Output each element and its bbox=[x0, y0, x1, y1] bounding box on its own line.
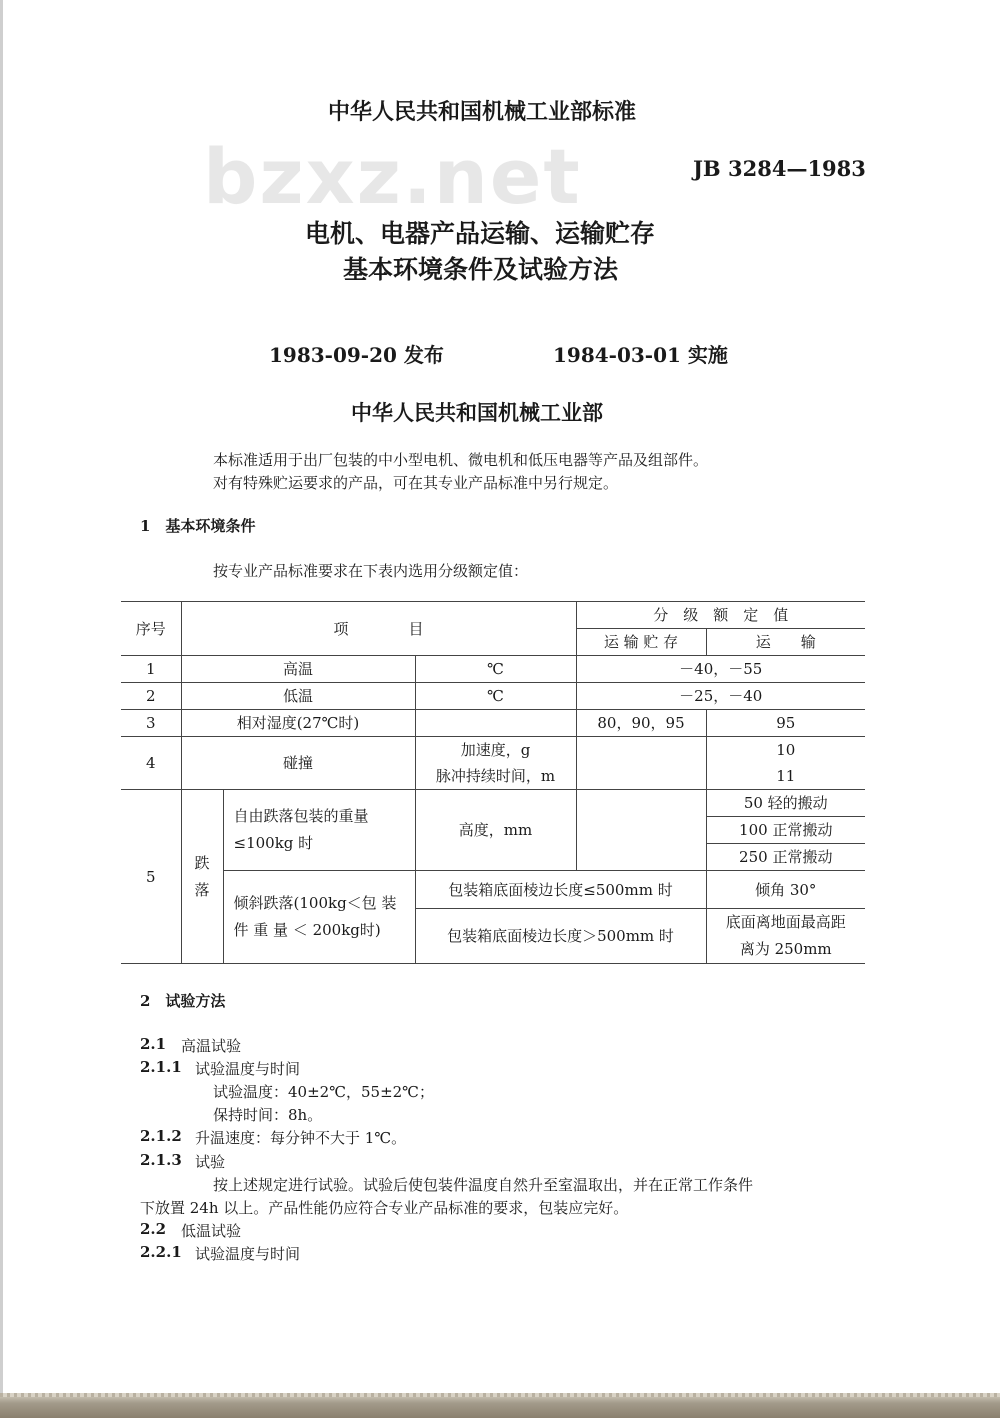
row-group-drop: 跌落 bbox=[181, 790, 223, 964]
row-free-drop: 自由跌落包装的重量≤100kg 时 bbox=[223, 790, 415, 871]
section-2-heading: 2 试验方法 bbox=[140, 992, 226, 1010]
header-storage: 运 输 贮 存 bbox=[576, 629, 706, 656]
clause-2-1-2-title: 升温速度：每分钟不大于 1℃。 bbox=[195, 1129, 407, 1147]
header-transport: 运 输 bbox=[706, 629, 865, 656]
row-height-unit: 高度，mm bbox=[415, 790, 576, 871]
table-row bbox=[121, 683, 865, 710]
org-standard-heading: 中华人民共和国机械工业部标准 bbox=[328, 100, 637, 125]
environment-conditions-table bbox=[121, 601, 865, 964]
header-grade: 分 级 额 定 值 bbox=[576, 602, 865, 629]
row-value: －40，－55 bbox=[576, 656, 865, 683]
clause-2-1-1-number: 2.1.1 bbox=[140, 1058, 182, 1076]
document-title-line2: 基本环境条件及试验方法 bbox=[343, 255, 619, 284]
row-seq: 4 bbox=[121, 737, 181, 790]
row-unit-acceleration: 加速度，g bbox=[415, 737, 576, 764]
header-item: 项 目 bbox=[181, 602, 576, 656]
row-item: 碰撞 bbox=[181, 737, 415, 790]
row-transport-acceleration: 10 bbox=[706, 737, 865, 764]
clause-2-1-3-paragraph-line2: 下放置 24h 以上。产品性能仍应符合专业产品标准的要求，包装应完好。 bbox=[140, 1199, 629, 1217]
clause-2-2-1-number: 2.2.1 bbox=[140, 1243, 182, 1261]
table-row bbox=[121, 737, 865, 764]
standard-code: JB 3284—1983 bbox=[693, 156, 866, 181]
row-drop-light: 50 轻的搬动 bbox=[706, 790, 865, 817]
row-unit: ℃ bbox=[415, 656, 576, 683]
intro-line-2: 对有特殊贮运要求的产品，可在其专业产品标准中另行规定。 bbox=[213, 474, 619, 492]
table-header-row bbox=[121, 602, 865, 629]
row-storage-empty bbox=[576, 790, 706, 871]
row-tilt-distance: 底面离地面最高距离为 250mm bbox=[706, 909, 865, 964]
header-seq: 序号 bbox=[121, 602, 181, 656]
row-unit: ℃ bbox=[415, 683, 576, 710]
row-item: 低温 bbox=[181, 683, 415, 710]
clause-2-1-1-title: 试验温度与时间 bbox=[195, 1060, 301, 1078]
row-tilt-angle: 倾角 30° bbox=[706, 871, 865, 909]
table-row bbox=[121, 656, 865, 683]
clause-2-1-number: 2.1 bbox=[140, 1035, 167, 1053]
row-transport-pulse: 11 bbox=[706, 763, 865, 790]
row-storage-value: 80，90，95 bbox=[576, 710, 706, 737]
table-row bbox=[121, 790, 865, 817]
intro-line-1: 本标准适用于出厂包装的中小型电机、微电机和低压电器等产品及组部件。 bbox=[213, 451, 709, 469]
row-item: 相对湿度(27℃时) bbox=[181, 710, 415, 737]
clause-2-2-1-title: 试验温度与时间 bbox=[195, 1245, 301, 1263]
row-drop-normal-100: 100 正常搬动 bbox=[706, 817, 865, 844]
table-row-cont bbox=[121, 871, 865, 909]
row-transport-value: 95 bbox=[706, 710, 865, 737]
clause-2-1-1-time: 保持时间：8h。 bbox=[213, 1106, 323, 1124]
effective-date: 1984-03-01 实施 bbox=[553, 343, 728, 367]
row-unit-pulse: 脉冲持续时间，m bbox=[415, 763, 576, 790]
row-storage-empty bbox=[576, 737, 706, 790]
page-bottom-edge bbox=[0, 1393, 1000, 1418]
row-value: －25，－40 bbox=[576, 683, 865, 710]
issuer: 中华人民共和国机械工业部 bbox=[351, 401, 603, 425]
table-row bbox=[121, 710, 865, 737]
clause-2-2-number: 2.2 bbox=[140, 1220, 167, 1238]
clause-2-1-3-title: 试验 bbox=[195, 1153, 226, 1171]
watermark: bzxz.net bbox=[203, 132, 582, 221]
row-seq: 1 bbox=[121, 656, 181, 683]
row-item: 高温 bbox=[181, 656, 415, 683]
page-left-edge bbox=[0, 0, 3, 1418]
clause-2-1-1-temperature: 试验温度：40±2℃，55±2℃； bbox=[213, 1083, 434, 1101]
section-1-lead: 按专业产品标准要求在下表内选用分级额定值： bbox=[213, 562, 529, 580]
row-tilt-drop: 倾斜跌落(100kg＜包 装 件 重 量 ＜ 200kg时) bbox=[223, 871, 415, 964]
clause-2-1-3-paragraph-line1: 按上述规定进行试验。试验后使包装件温度自然升至室温取出，并在正常工作条件 bbox=[213, 1176, 754, 1194]
row-seq: 5 bbox=[121, 790, 181, 964]
row-tilt-cond-small: 包装箱底面棱边长度≤500mm 时 bbox=[415, 871, 706, 909]
clause-2-1-title: 高温试验 bbox=[181, 1037, 242, 1055]
section-1-heading: 1 基本环境条件 bbox=[140, 517, 256, 535]
clause-2-1-3-number: 2.1.3 bbox=[140, 1151, 182, 1169]
issue-date: 1983-09-20 发布 bbox=[269, 343, 444, 367]
row-seq: 2 bbox=[121, 683, 181, 710]
row-unit-empty bbox=[415, 710, 576, 737]
row-seq: 3 bbox=[121, 710, 181, 737]
row-tilt-cond-large: 包装箱底面棱边长度＞500mm 时 bbox=[415, 909, 706, 964]
document-title-line1: 电机、电器产品运输、运输贮存 bbox=[305, 219, 656, 248]
row-drop-normal-250: 250 正常搬动 bbox=[706, 844, 865, 871]
clause-2-1-2-number: 2.1.2 bbox=[140, 1127, 182, 1145]
clause-2-2-title: 低温试验 bbox=[181, 1222, 242, 1240]
